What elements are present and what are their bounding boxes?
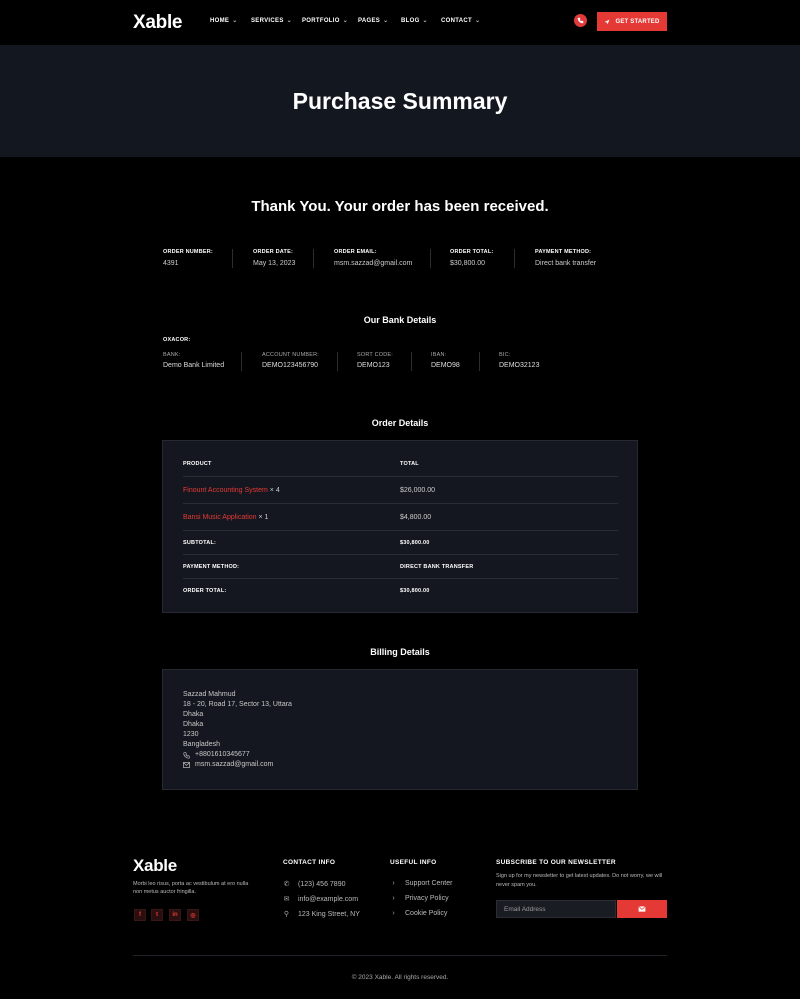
order-total-label: ORDER TOTAL: [450,249,494,255]
site-logo[interactable]: Xable [133,12,183,33]
subtotal-label: SUBTOTAL: [183,540,217,546]
bic-value: DEMO32123 [499,362,540,369]
order-total-row-value: $30,800.00 [400,588,430,594]
billing-street: 18 - 20, Road 17, Sector 13, Uttara [183,701,292,708]
page-hero [0,45,800,157]
newsletter-email-input[interactable] [496,900,616,918]
order-email-value: msm.sazzad@gmail.com [334,260,413,267]
billing-email [183,760,292,770]
subtotal-row [183,531,618,555]
product-qty: × 4 [269,487,280,494]
payment-method-value: Direct bank transfer [535,260,597,267]
divider [479,352,480,371]
page-title: Purchase Summary [292,87,508,114]
nav-contact[interactable] [441,17,480,24]
order-email [334,249,412,267]
nav-portfolio-label: PORTFOLIO [302,17,340,24]
billing-details-panel [162,669,638,790]
sort-code [357,352,393,369]
billing-phone-value: +8801610345677 [195,751,250,758]
bank-name [163,352,224,369]
divider [313,249,314,268]
thank-you-heading: Thank You. Your order has been received. [251,198,549,215]
useful-info-title: USEFUL INFO [390,859,437,866]
nav-services[interactable] [251,17,292,24]
bank-name-value: Demo Bank Limited [163,362,225,369]
nav-portfolio[interactable] [302,17,348,24]
phone-icon [183,752,190,759]
twitter-link[interactable] [151,909,163,921]
divider [241,352,242,371]
subtotal-value: $30,800.00 [400,540,430,546]
copyright-text: © 2023 Xable. All rights reserved. [351,974,449,981]
divider [514,249,515,268]
link-support-center[interactable] [390,880,452,887]
facebook-link[interactable] [134,909,146,921]
contact-address [283,910,360,918]
table-row [183,477,618,504]
bank-name-label: BANK: [163,352,181,358]
bank-account-name: OXACOR: [163,337,191,343]
order-email-label: ORDER EMAIL: [334,249,377,255]
product-total: $26,000.00 [400,487,436,494]
product-link[interactable]: Bansi Music Application [183,514,257,521]
bic [499,352,539,369]
phone-icon: ✆ [283,881,290,888]
get-started-button[interactable] [597,12,667,31]
twitter-icon: t [156,912,158,918]
billing-state: Dhaka [183,721,204,728]
order-details-table [162,440,638,613]
send-icon [604,19,610,25]
billing-postcode: 1230 [183,731,199,738]
iban-value: DEMO98 [431,362,460,369]
order-date-value: May 13, 2023 [253,260,296,267]
divider [232,249,233,268]
sort-code-value: DEMO123 [357,362,390,369]
account-number-label: ACCOUNT NUMBER: [262,352,319,358]
contact-phone[interactable] [283,880,345,888]
nav-services-label: SERVICES [251,17,284,24]
phone-icon [577,17,584,24]
chevron-down-icon: ⌄ [474,18,481,24]
newsletter-subscribe-button[interactable] [617,900,667,918]
order-number [163,249,213,267]
product-qty: × 1 [258,514,269,521]
divider [430,249,431,268]
chevron-right-icon: › [392,895,395,902]
order-date [253,249,295,267]
contact-address-text: 123 King Street, NY [298,910,360,918]
footer-divider [133,955,667,956]
iban [431,352,460,369]
billing-name: Sazzad Mahmud [183,691,236,698]
payment-method [535,249,596,267]
chevron-right-icon: › [392,880,395,887]
col-product: PRODUCT [183,461,212,467]
location-icon: ⚲ [283,911,290,918]
divider [411,352,412,371]
contact-info-title: CONTACT INFO [283,859,336,866]
order-total [450,249,493,267]
nav-blog[interactable] [401,17,428,24]
table-row [183,504,618,531]
link-privacy-policy[interactable] [390,895,449,902]
footer-about: Morbi leo risus, porta ac vestibulum at ero nulla non metus auctor fringilla. [133,881,249,895]
link-support-center-label: Support Center [405,880,453,887]
order-date-label: ORDER DATE: [253,249,293,255]
product-link[interactable]: Finount Accounting System [183,487,268,494]
nav-blog-label: BLOG [401,17,420,24]
nav-home-label: HOME [210,17,230,24]
chevron-down-icon: ⌄ [286,18,292,24]
sort-code-label: SORT CODE: [357,352,394,358]
iban-label: IBAN: [431,352,447,358]
link-cookie-policy[interactable] [390,910,447,917]
billing-phone [183,750,292,760]
payment-method-row-label: PAYMENT METHOD: [183,564,240,570]
instagram-link[interactable] [187,909,199,921]
product-cell [183,487,280,494]
billing-email-value: msm.sazzad@gmail.com [195,761,274,768]
newsletter-title: SUBSCRIBE TO OUR NEWSLETTER [496,859,616,866]
account-number-value: DEMO123456790 [262,362,319,369]
chevron-down-icon: ⌄ [422,18,428,24]
footer-logo[interactable]: Xable [133,856,177,875]
nav-pages[interactable] [358,17,388,24]
get-started-label: GET STARTED [615,18,660,25]
bank-details-title: Our Bank Details [363,315,437,325]
col-total: TOTAL [400,461,419,467]
product-total: $4,800.00 [400,514,432,521]
billing-country: Bangladesh [183,741,220,748]
contact-email-text: info@example.com [298,895,359,903]
chevron-down-icon: ⌄ [232,18,238,24]
order-total-value: $30,800.00 [450,260,486,267]
billing-address [183,690,292,770]
payment-method-row [183,555,618,579]
mail-icon [183,762,190,768]
billing-details-title: Billing Details [370,647,430,657]
order-total-row [183,579,618,603]
nav-contact-label: CONTACT [441,17,472,24]
payment-method-label: PAYMENT METHOD: [535,249,592,255]
billing-city: Dhaka [183,711,204,718]
order-details-title: Order Details [371,418,429,428]
payment-method-row-value: DIRECT BANK TRANSFER [400,564,474,570]
chevron-right-icon: › [392,910,395,917]
account-number [262,352,319,369]
order-total-row-label: ORDER TOTAL: [183,588,227,594]
contact-email[interactable] [283,895,358,903]
mail-icon: ✉ [283,896,290,903]
newsletter-text: Sign up for my newsletter to get latest updates. Do not worry, we will never spam you. [496,873,663,888]
facebook-icon: f [139,912,141,918]
chevron-down-icon: ⌄ [342,18,349,24]
phone-call-button[interactable] [574,14,587,27]
linkedin-link[interactable] [169,909,181,921]
product-cell [183,514,268,521]
link-cookie-policy-label: Cookie Policy [405,910,448,917]
order-number-label: ORDER NUMBER: [163,249,213,255]
contact-phone-text: (123) 456 7890 [298,880,346,888]
bic-label: BIC: [499,352,511,358]
divider [337,352,338,371]
linkedin-icon: in [172,912,178,918]
chevron-down-icon: ⌄ [383,18,389,24]
link-privacy-policy-label: Privacy Policy [405,895,449,902]
table-header-row [183,441,618,477]
nav-pages-label: PAGES [358,17,381,24]
instagram-icon: ◎ [190,912,196,919]
order-number-value: 4391 [163,260,179,267]
mail-icon [638,906,646,912]
nav-home[interactable] [210,17,238,24]
